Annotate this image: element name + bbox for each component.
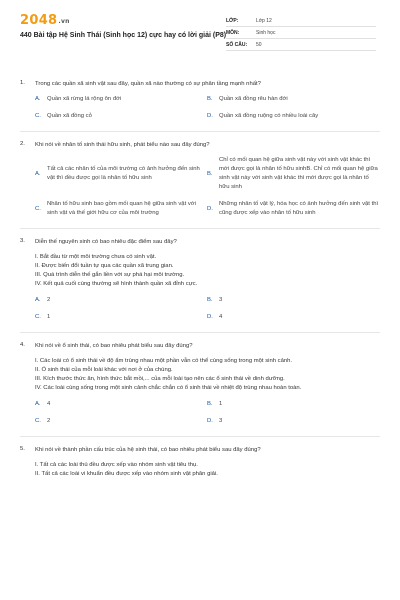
option-text: Nhân tố hữu sinh bao gồm mối quan hệ giữa sinh vật với sinh vật và thế giới hữu cơ của môi trường [47, 201, 196, 216]
option-letter: D. [207, 314, 213, 320]
question-text: Khi nói về nhân tố sinh thái hữu sinh, phát biểu nào sau đây đúng? [35, 142, 210, 148]
option-letter: B. [207, 297, 213, 303]
question-number: 1. [20, 80, 25, 86]
question-item [20, 446, 380, 479]
meta-value: Lớp 12 [256, 17, 272, 24]
meta-label: SỐ CÂU: [226, 41, 248, 48]
answer-option[interactable] [207, 156, 379, 192]
answer-options [35, 156, 380, 218]
option-letter: D. [207, 205, 213, 212]
option-letter: A. [35, 96, 41, 102]
logo-text: 2048 [20, 13, 58, 28]
option-text: 2 [47, 297, 51, 303]
question-statement: III. Kích thước thức ăn, hình thức bắt mồi,... của mỗi loài tạo nên các ổ sinh thái về dinh dưỡng. [35, 376, 285, 382]
meta-row [226, 27, 376, 39]
question-list [20, 80, 380, 479]
answer-option[interactable] [207, 95, 379, 104]
meta-row [226, 39, 376, 51]
divider [20, 332, 380, 333]
answer-option[interactable] [207, 296, 379, 305]
question-text: Khi nói về thành phần cấu trúc của hệ sinh thái, có bao nhiêu phát biểu sau đây đúng? [35, 447, 261, 453]
answer-option[interactable] [207, 200, 379, 218]
option-letter: A. [35, 297, 41, 303]
option-letter: A. [35, 170, 41, 177]
answer-option[interactable] [35, 200, 207, 218]
site-logo[interactable] [20, 13, 70, 28]
answer-option[interactable] [35, 400, 207, 409]
option-text: Tất cả các nhân tố của môi trường có ảnh hưởng đến sinh vật thì đều được gọi là nhân tố hữu sinh [47, 166, 200, 181]
option-text: Quần xã đồng cỏ [47, 113, 92, 119]
question-number: 4. [20, 342, 25, 348]
meta-value: Sinh học [256, 29, 276, 36]
meta-label: LỚP: [226, 17, 239, 24]
question-text: Khi nói về ổ sinh thái, có bao nhiêu phát biểu sau đây đúng? [35, 343, 193, 349]
option-text: Quần xã rừng lá rộng ôn đới [47, 96, 122, 102]
question-item [20, 80, 380, 121]
logo-suffix: .vn [58, 18, 70, 25]
option-letter: D. [207, 418, 213, 424]
question-text: Trong các quần xã sinh vật sau đây, quần xã nào thường có sự phân tầng mạnh nhất? [35, 81, 261, 87]
option-text: 4 [219, 314, 223, 320]
question-statement: III. Quá trình diễn thế gắn liền với sự phá hại môi trường. [35, 272, 185, 278]
meta-value: 50 [256, 41, 262, 48]
question-statement: I. Bắt đầu từ một môi trường chưa có sinh vật. [35, 254, 157, 260]
question-statement: II. Ổ sinh thái của mỗi loài khác với nơi ở của chúng. [35, 367, 173, 373]
question-text: Diễn thế nguyên sinh có bao nhiêu đặc điểm sau đây? [35, 239, 177, 245]
divider [20, 228, 380, 229]
question-statement: IV. Các loài cùng sống trong một sinh cảnh chắc chắn có ổ sinh thái về nhiệt độ trùng nhau hoàn toàn. [35, 385, 302, 391]
answer-option[interactable] [207, 417, 379, 426]
option-letter: C. [35, 205, 41, 212]
option-text: 1 [47, 314, 51, 320]
answer-option[interactable] [35, 112, 207, 121]
question-statement: II. Tất cả các loài vi khuẩn đều được xếp vào nhóm sinh vật phân giải. [35, 471, 218, 477]
meta-row [226, 15, 376, 27]
option-text: Những nhân tố vật lý, hóa học có ảnh hưởng đến sinh vật thì cũng được xếp vào nhân tố hữu sinh [219, 201, 379, 216]
divider [20, 131, 380, 132]
answer-option[interactable] [207, 112, 379, 121]
option-text: Quần xã đồng ruộng có nhiều loài cây [219, 113, 319, 119]
option-text: Chỉ có mối quan hệ giữa sinh vật này với sinh vật khác thì mới được gọi là nhân tố hữu sinhB. Chỉ có mối quan hệ giữa sinh vật này với sinh vật khác thì mới được gọi là nhân tố hữu sinh [219, 157, 378, 190]
question-number: 5. [20, 446, 25, 452]
option-text: 4 [47, 401, 51, 407]
question-number: 2. [20, 141, 25, 147]
option-letter: B. [207, 170, 213, 177]
answer-options [35, 95, 380, 121]
option-text: Quần xã đồng rêu hàn đới [219, 96, 288, 102]
option-letter: C. [35, 113, 41, 119]
option-text: 2 [47, 418, 51, 424]
answer-option[interactable] [35, 313, 207, 322]
meta-label: MÔN: [226, 29, 240, 36]
question-item [20, 342, 380, 426]
document-title: 440 Bài tập Hệ Sinh Thái (Sinh học 12) cực hay có lời giải (P8) [20, 32, 227, 39]
answer-options [35, 296, 380, 322]
question-item [20, 141, 380, 218]
answer-option[interactable] [35, 417, 207, 426]
answer-option[interactable] [35, 95, 207, 104]
question-statement: IV. Kết quả cuối cùng thường sẽ hình thành quần xã đỉnh cực. [35, 281, 198, 287]
answer-options [35, 400, 380, 426]
option-letter: B. [207, 401, 213, 407]
option-letter: C. [35, 314, 41, 320]
option-text: 3 [219, 418, 223, 424]
option-text: 3 [219, 297, 223, 303]
answer-option[interactable] [207, 313, 379, 322]
option-text: 1 [219, 401, 223, 407]
option-letter: D. [207, 113, 213, 119]
document-meta [226, 15, 376, 51]
question-statement: I. Các loài có ổ sinh thái về độ ẩm trùng nhau một phần vẫn có thể cùng sống trong một sinh cảnh. [35, 358, 293, 364]
question-statement: I. Tất cả các loài thú đều được xếp vào nhóm sinh vật tiêu thụ. [35, 462, 198, 468]
option-letter: A. [35, 401, 41, 407]
option-letter: C. [35, 418, 41, 424]
option-letter: B. [207, 96, 213, 102]
question-statement: II. Được biến đổi tuần tự qua các quần xã trung gian. [35, 263, 174, 269]
divider [20, 436, 380, 437]
answer-option[interactable] [35, 156, 207, 192]
answer-option[interactable] [35, 296, 207, 305]
question-item [20, 238, 380, 322]
answer-option[interactable] [207, 400, 379, 409]
question-number: 3. [20, 238, 25, 244]
